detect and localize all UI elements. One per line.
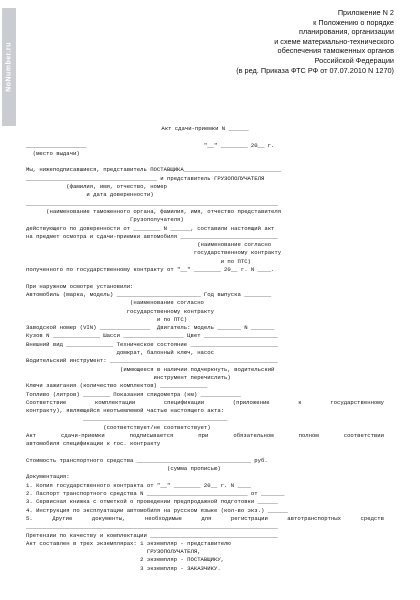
header-line: (в ред. Приказа ФТС РФ от 07.07.2010 N 1270) [236, 65, 394, 75]
doc-line: (сумма прописью) [26, 465, 221, 473]
doc-line: Соответствие комплектации спецификации (приложение к государственному [26, 398, 384, 406]
doc-line: Акт составлен в трех экземплярах: 1 экземпляр - представителю [26, 539, 231, 547]
doc-line: (фамилия, имя, отчество, номер [26, 183, 167, 191]
doc-line [26, 449, 384, 457]
doc-line: автомобиля спецификации к гос. контракту [26, 440, 161, 448]
doc-line: Заводской номер (VIN) _______________ Двигатель: модель _______ N _______ [26, 324, 275, 332]
doc-line: Водительский инструмент: __________________________________________________ [26, 357, 278, 365]
doc-line: Акт сдачи-приемки N ______ [161, 125, 249, 132]
doc-line: Топливо (литров) ________ Показания спидометра (км) ____________ [26, 390, 241, 398]
doc-line: инструмент перечислить) [26, 373, 231, 381]
doc-line: Кузов N ______________ Шасси __________________ Цвет ______________________ [26, 332, 278, 340]
doc-line: 2. Паспорт транспортного средства N ______________________________ от _______ [26, 490, 285, 498]
doc-line: и по ПТС) [26, 257, 251, 265]
header-line: планирования, организации [299, 27, 394, 37]
header-line: обеспечения таможенных органов [277, 46, 394, 56]
doc-line: ___________________________________________________________________________ [26, 523, 278, 531]
doc-line: и по ПТС) [26, 315, 188, 323]
doc-line: полученного по государственному контракту от "__" ________ 20__ г. N ____. [26, 266, 275, 274]
appendix-header [194, 8, 394, 75]
doc-line: Претензии по качеству и комплектации ______________________________________ [26, 531, 278, 539]
doc-line: и дата доверенности) [26, 191, 154, 199]
doc-line: Документация: [26, 473, 70, 481]
header-line: Приложение N 2 [337, 8, 394, 17]
doc-line: действующего по доверенности от ________ N ______, составили настоящий акт [26, 224, 275, 232]
doc-line: Стоимость транспортного средства __________________________________ руб. [26, 456, 268, 464]
doc-line: 3 экземпляр - ЗАКАЗЧИКУ. [26, 564, 221, 572]
doc-line: Грузополучателя) [26, 216, 184, 224]
doc-line: _______________________________________ и представитель ГРУЗОПОЛУЧАТЕЛЯ [26, 174, 265, 182]
doc-line: (соответствует/не соответствует) [26, 423, 211, 431]
doc-line: на предмет осмотра и сдачи-приемки автомобиля _____________________________ [26, 232, 278, 240]
watermark [2, 8, 16, 126]
header-line: и схеме материально-технического [274, 36, 394, 46]
doc-line: контракту), являющейся неотъемлемой частью настоящего акта: [26, 407, 225, 415]
doc-line: ГРУЗОПОЛУЧАТЕЛЯ, [26, 548, 201, 556]
doc-line: (наименование согласно [26, 241, 272, 249]
doc-line: (имеющееся в наличии подчеркнуть, водительский [26, 365, 275, 373]
doc-line: Мы, нижеподписавшиеся, представитель ПОСТАВЩИКА_____________________________ [26, 166, 282, 174]
doc-line: Внешний вид ______________ Техническое состояние __________________________ [26, 340, 278, 348]
doc-line [26, 158, 384, 166]
doc-line: 2 экземпляр - ПОСТАВЩИКУ, [26, 556, 225, 564]
doc-line: Автомобиль (марка, модель) _________________________ Год выпуска ________ [26, 290, 272, 298]
doc-line: домкрат, балонный ключ, насос [26, 349, 214, 357]
doc-line [26, 274, 384, 282]
header-line: к Положению о порядке [313, 17, 394, 27]
doc-line: (наименование таможенного органа, фамилия, имя, отчество представителя [26, 207, 282, 215]
doc-line: Акт сдачи-приемки подписывается при обязательном полном соответствии [26, 431, 384, 439]
doc-line: __________________ "__" ________ 20__ г. [26, 141, 275, 149]
doc-line: ___________________________________________________________________________ [26, 199, 278, 207]
doc-line: государственному контракту [26, 307, 214, 315]
doc-line [26, 133, 384, 141]
watermark-text: NoNumber.ru [5, 42, 13, 92]
doc-line: 5. Другие документы, необходимые для регистрации автотранспортных средств [26, 514, 384, 522]
doc-line: ___________________________________________ [26, 415, 228, 423]
doc-line: (место выдачи) [26, 149, 80, 157]
doc-line: Ключи зажигания (количество комплектов) ______________ [26, 382, 208, 390]
doc-line: 4. Инструкция по эксплуатации автомобиля на русском языке (кол-во экз.) ______ [26, 506, 288, 514]
doc-line: (наименование согласно [26, 299, 204, 307]
act-body [26, 125, 384, 573]
doc-line: При наружном осмотре установили: [26, 282, 134, 290]
doc-line: 3. Сервисная книжка с отметкой о проведении предпродажной подготовки ______ [26, 498, 278, 506]
doc-line: 1. Копия государственного контракта от "__" ________ 20__ г. N ____ [26, 481, 251, 489]
header-line: Российской Федерации [314, 55, 394, 65]
doc-line: государственному контракту [26, 249, 282, 257]
